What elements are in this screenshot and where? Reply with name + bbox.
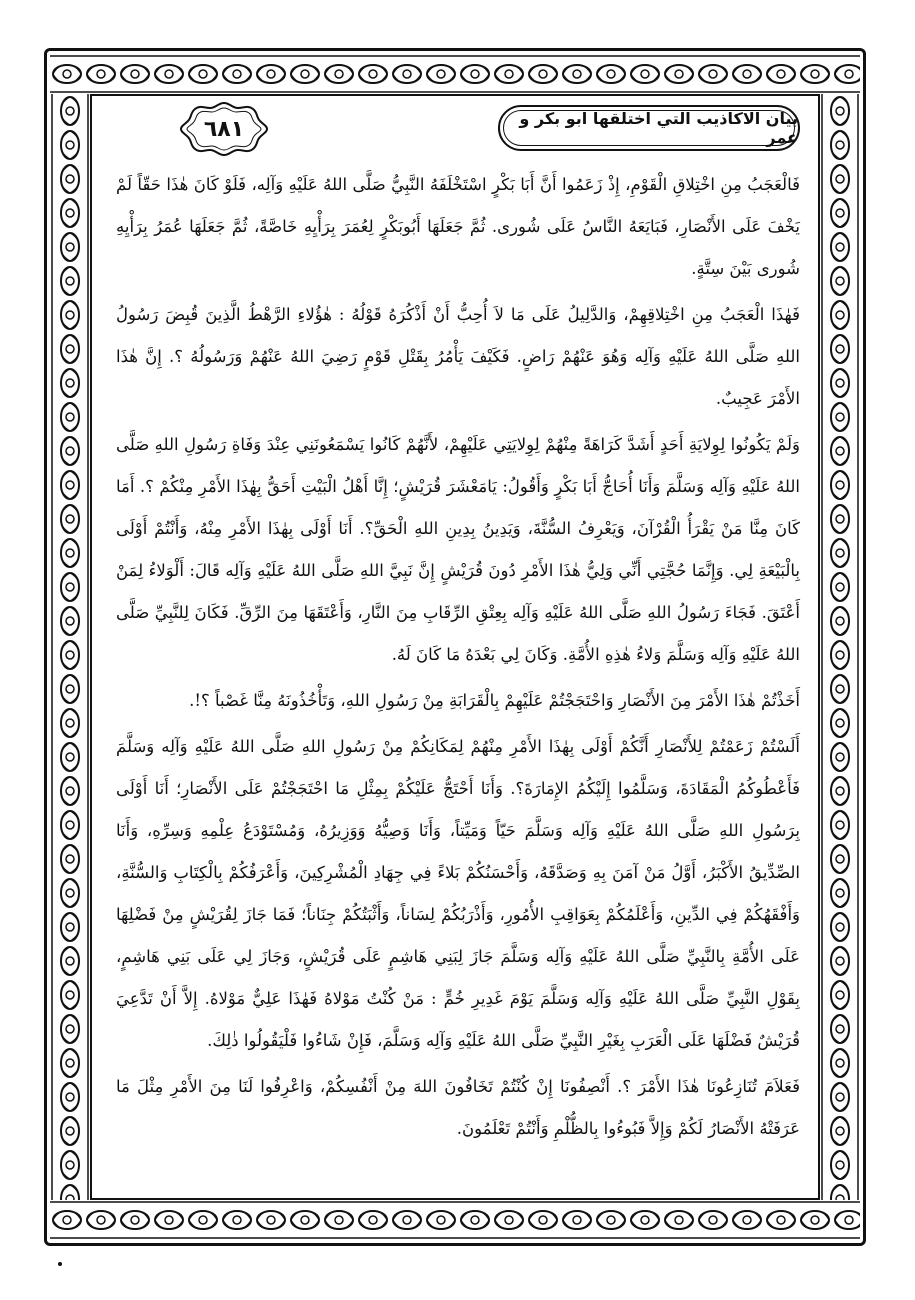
floral-border-top	[50, 54, 860, 94]
paragraph: أَلَسْتُمْ زَعَمْتُمْ لِلأَنْصَارِ أَنَّكُمْ أَوْلَى بِهٰذَا الأَمْرِ مِنْهُمْ لِمَكَانِكُمْ مِنْ رَسُولِ اللهِ صَلَّى اللهُ عَلَيْهِ وَآلِه وَسَلَّمَ فَأَعْطُوكُمُ الْمَقَادَةَ، وَسَلَّمُوا إِلَيْكُمُ الإِمَارَةَ؟. وَأَنَا أَحْتَجُّ عَلَيْكُمْ بِمِثْلِ مَا احْتَجَجْتُمْ عَلَى الأَنْصَارِ؛ أَنَا أَوْلَى بِرَسُولِ اللهِ صَلَّى اللهُ عَلَيْهِ وَآلِه وَسَلَّمَ حَيّاً وَمَيِّتاً، وَأَنَا وَصِيُّهُ وَوَزِيرُهُ، وَمُسْتَوْدَعُ عِلْمِهِ وَسِرِّهِ، وَأَنَا الصِّدِّيقُ الأَكْبَرُ، أَوَّلُ مَنْ آمَنَ بِهِ وَصَدَّقَهُ، وَأَحْسَنُكُمْ بَلاءً فِي جِهَادِ الْمُشْرِكِينَ، وَأَعْرَفُكُمْ بِالْكِتَابِ وَالسُّنَّةِ، وَأَفْقَهُكُمْ فِي الدِّينِ، وَأَعْلَمُكُمْ بِعَوَاقِبِ الأُمُورِ، وَأَذْرَبُكُمْ لِسَاناً، وَأَثْبَتُكُمْ جِنَاناً؛ فَمَا جَازَ لِقُرَيْشٍ مِنْ فَضْلِهَا عَلَى الأُمَّةِ بِالنَّبِيِّ صَلَّى اللهُ عَلَيْهِ وَآلِه وَسَلَّمَ جَازَ لِبَنِي هَاشِمٍ عَلَى قُرَيْشٍ، وَجَازَ لِي عَلَى بَنِي هَاشِمٍ، بِقَوْلِ النَّبِيِّ صَلَّى اللهُ عَلَيْهِ وَآلِه وَسَلَّمَ يَوْمَ غَدِيرِ خُمٍّ : مَنْ كُنْتُ مَوْلاهُ فَهٰذَا عَلِيٌّ مَوْلاهُ. إِلاَّ أَنْ تَدَّعِيَ قُرَيْشٌ فَضْلَهَا عَلَى الْعَرَبِ بِغَيْرِ النَّبِيِّ صَلَّى اللهُ عَلَيْهِ وَآلِه وَسَلَّمَ، فَإِنْ شَاءُوا فَلْيَقُولُوا ذٰلِكَ.	[116, 737, 800, 1050]
paragraph: فَعَلاَمَ تُنَازِعُونَا هٰذَا الأَمْرَ ؟. أَنْصِفُونَا إِنْ كُنْتُمْ تَخَافُونَ اللهَ مِنْ أَنْفُسِكُمْ، وَاعْرِفُوا لَنَا مِنَ الأَمْرِ مِثْلَ مَا عَرَفَتْهُ الأَنْصَارُ لَكُمْ وَإِلاَّ فَبُوءُوا بِالظُّلْمِ وَأَنْتُمْ تَعْلَمُونَ.	[116, 1077, 800, 1138]
paragraph: أَخَذْتُمْ هٰذَا الأَمْرَ مِنَ الأَنْصَارِ وَاحْتَجَجْتُمْ عَلَيْهِمْ بِالْقَرَابَةِ مِنْ رَسُولِ اللهِ، وَتَأْخُذُونَهُ مِنَّا غَصْباً ؟!.	[189, 691, 800, 710]
page-number: ٦٨١	[203, 116, 245, 142]
running-header	[498, 105, 800, 151]
floral-border-bottom	[50, 1200, 860, 1240]
scan-speck	[58, 1262, 62, 1266]
floral-border-left	[50, 94, 90, 1200]
header-title: بيان الاكاذيب التي اختلقها ابو بكر و عمر	[519, 109, 798, 147]
floral-border-right	[820, 94, 860, 1200]
page-number-badge	[178, 100, 270, 158]
paragraph: وَلَمْ يَكُونُوا لِوِلايَةِ أَحَدٍ أَشَدَّ كَرَاهَةً مِنْهُمْ لِوِلايَتِي عَلَيْهِمْ، لأَنَّهُمْ كَانُوا يَسْمَعُونَنِي عِنْدَ وَفَاةِ رَسُولِ اللهِ صَلَّى اللهُ عَلَيْهِ وَآلِه وَسَلَّمَ وَأَنَا أُحَاجُّ أَبَا بَكْرٍ وَأَقُولُ: يَامَعْشَرَ قُرَيْشٍ؛ إِنَّا أَهْلُ الْبَيْتِ أَحَقُّ بِهٰذَا الأَمْرِ مِنْكُمْ ؟. أَمَا كَانَ مِنَّا مَنْ يَقْرَأُ الْقُرْآنَ، وَيَعْرِفُ السُّنَّةَ، وَيَدِينُ بِدِينِ اللهِ الْحَقِّ؟. أَنَا أَوْلَى بِهٰذَا الأَمْرِ مِنْهُ، وَأَنْتُمْ أَوْلَى بِالْبَيْعَةِ لِي. وَإِنَّمَا حُجَّتِي أَنِّي وَلِيُّ هٰذَا الأَمْرِ دُونَ قُرَيْشٍ إِنَّ نَبِيَّ اللهِ صَلَّى اللهُ عَلَيْهِ وَآلِه قَالَ: أَلْوَلاءُ لِمَنْ أَعْتَقَ. فَجَاءَ رَسُولُ اللهِ صَلَّى اللهُ عَلَيْهِ وَآلِه بِعِتْقِ الرِّقَابِ مِنَ النَّارِ، وَأَعْتَقَهَا مِنَ الرِّقِّ. فَكَانَ لِلنَّبِيِّ صَلَّى اللهُ عَلَيْهِ وَآلِه وَسَلَّمَ وَلاءُ هٰذِهِ الأُمَّةِ. وَكَانَ لِي بَعْدَهُ مَا كَانَ لَهُ.	[116, 435, 800, 664]
body-text	[116, 164, 800, 1150]
paragraph: فَالْعَجَبُ مِنِ اخْتِلاقِ الْقَوْمِ، إِذْ زَعَمُوا أَنَّ أَبَا بَكْرٍ اسْتَخْلَفَهُ النَّبِيُّ صَلَّى اللهُ عَلَيْهِ وَآلِه، فَلَوْ كَانَ هٰذَا حَقّاً لَمْ يَخْفَ عَلَى الأَنْصَارِ، فَبَايَعَهُ النَّاسُ عَلَى شُورى. ثُمَّ جَعَلَهَا أَبُوبَكْرٍ لِعُمَرَ بِرَأْيِهِ خَاصَّةً، ثُمَّ جَعَلَهَا عُمَرُ بِرَأْيِهِ شُورى بَيْنَ سِتَّةٍ.	[116, 175, 800, 278]
paragraph: فَهٰذَا الْعَجَبُ مِنِ اخْتِلاقِهِمْ، وَالدَّلِيلُ عَلَى مَا لاَ أُحِبُّ أَنْ أَذْكُرَهُ قَوْلُهُ : هٰؤُلاءِ الرَّهْطُ الَّذِينَ قُبِضَ رَسُولُ اللهِ صَلَّى اللهُ عَلَيْهِ وَآلِه وَهُوَ عَنْهُمْ رَاضٍ. فَكَيْفَ يَأْمُرُ بِقَتْلِ قَوْمٍ رَضِيَ اللهُ عَنْهُمْ وَرَسُولُهُ ؟. إِنَّ هٰذَا الأَمْرَ عَجِيبٌ.	[116, 305, 800, 408]
